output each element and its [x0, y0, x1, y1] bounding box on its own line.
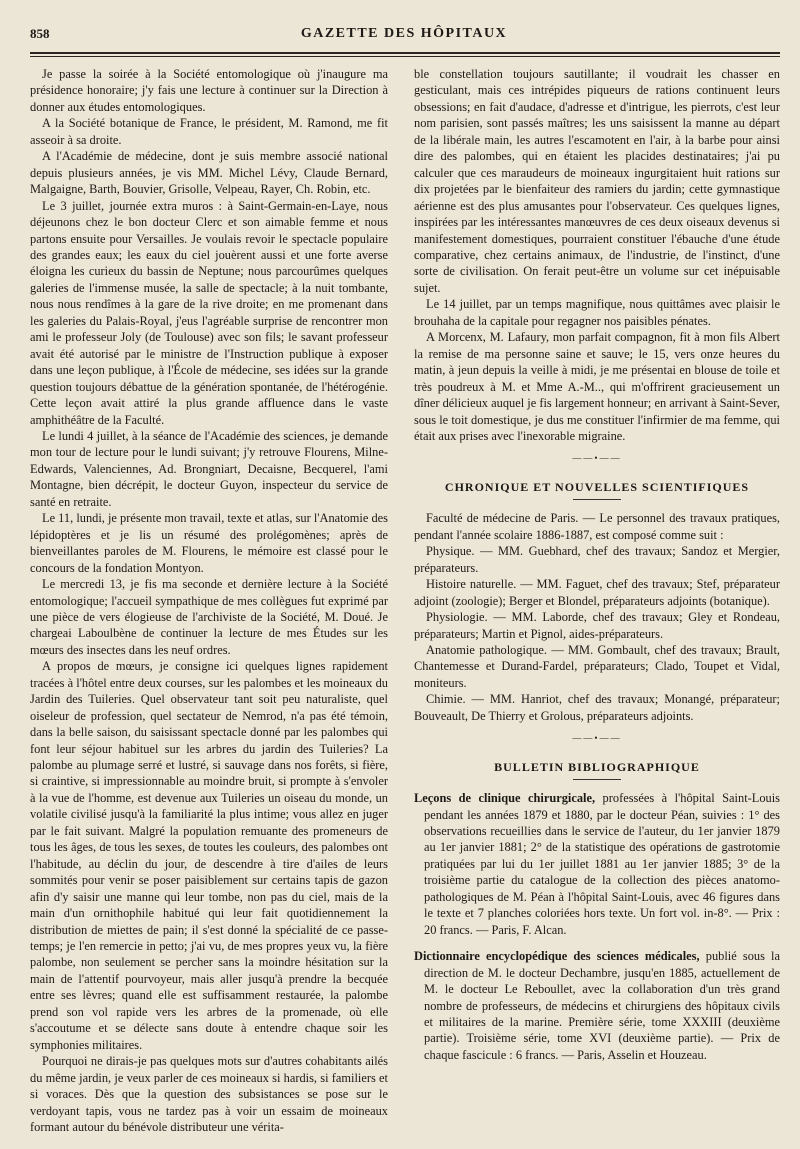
paragraph: A propos de mœurs, je consigne ici quelques lignes rapidement tracées à l'hôtel entre deux courses, sur les palombes et les moineaux du Jardin des Tuileries. Quel observateur tant soit peu naturaliste, quel oiseleur de profession, quel sectateur de Nemrod, n'a pas été témoin, dans la belle saison, du saisissant spectacle donné par les palombes qui font leur séjour habituel sur les arbres du jardin des Tuileries? La palombe au plumage serré et lustré, si sauvage dans nos forêts, si fière, si craintive, si impressionnable au moindre bruit, si prompte à s'envoler à la vue de l'homme, est devenue aux Tuileries un oiseau du monde, un volatile civilisé jusqu'à la familiarité la plus intime; vous allez en juger par le fait suivant. Malgré la population remuante des promeneurs de tous les âges, de tous les sexes, de toutes les couleurs, des palombes ont l'habitude, au déclin du jour, de descendre à tire d'ailes de leurs sommités pour venir se poser paisiblement sur certains tapis de gazon afin d'y saisir une manne qui leur tombe, non pas du ciel, mais de la main d'un ornithophile habitué qui leur fait quotidiennement la distribution de miettes de pain; il s'est donné la spécialité de ce passe-temps; je l'en remercie in petto; j'ai vu, de mes propres yeux vu, la fière palombe, non seulement se percher sans la moindre hésitation sur la main de l'attentif pourvoyeur, mais aller jusqu'à prendre la becquée entre ses lèvres; quand elle est suffisamment restaurée, la palombe prend son vol rapide vers les arbres de la promenade, où elle s'accoutume et se délecte sans doute à entendre chaque soir les symphonies militaires. — [30, 659, 388, 1052]
paragraph: Pourquoi ne dirais-je pas quelques mots sur d'autres cohabitants ailés du même jardin, je veux parler de ces moineaux si hardis, si familiers et si voraces. Dès que la question des subsistances se pose sur le verdoyant tapis, vous ne tardez pas à voir un essaim de moineaux formant autour du bénévole distributeur une vérita- — [30, 1054, 388, 1134]
running-title: GAZETTE DES HÔPITAUX — [300, 26, 508, 41]
page-header — [30, 26, 778, 48]
paragraph: Le 11, lundi, je présente mon travail, texte et atlas, sur l'Anatomie des lépidoptères et je lis un résumé des prolégomènes; après de bienveillantes paroles de M. Flourens, le mémoire est classé pour le concours de la fondation Montyon. — [30, 511, 388, 575]
entry-text: professées à l'hôpital Saint-Louis pendant les années 1879 et 1880, par le docteur Péan, suivies : 1° des observations recueillies dans le service de l'auteur, du 1er janvier 1879 au 1er janvier 1881; 2° de la statistique des opérations de gastrotomie pratiquées par lui du 1er juillet 1881 au 1er janvier 1885; 3° de la troisième partie du catalogue de la collection des pièces anatomo-pathologiques de M. Péan à l'hôpital Saint-Louis, avec 46 figures dans le texte et 7 planches coloriées hors texte. Un fort vol. in-8°. — Prix : 20 francs. — Paris, F. Alcan. — [424, 791, 780, 937]
section-ornament: ——•—— — [572, 453, 622, 464]
paragraph: ble constellation toujours sautillante; il voudrait les chasser en gesticulant, mais ces intrépides piqueurs de rations continuent leurs obsessions; en fait d'audace, d'adresse et d'intrigue, les pierrots, c'est leur nom parisien, sont passés maîtres; les uns saisissent la manne au départ de la libérale main, les autres l'escamotent en l'air, à la barbe pour ainsi dire des palombes, qui en étaient les placides destinataires; j'ai pu calculer que ces maraudeurs de moineaux ingurgitaient huit rations sur dix projetées par le bienfaiteur des ramiers du jardin; cette gymnastique aérienne est des plus amusantes pour l'observateur. Ces quelques lignes, inspirées par les intéressantes manœuvres de ces deux oiseaux devenus si manifestement domestiques, pourraient constituer l'ébauche d'une étude comparative, chez certains animaux, de l'industrie, de l'instinct, d'une sorte de civilisation. On ferait peut-être un volume sur cet inépuisable sujet. — [414, 67, 780, 295]
bibliography-entry — [414, 790, 780, 938]
chronique-intro: Faculté de médecine de Paris. — Le personnel des travaux pratiques, pendant l'année scolaire 1886-1887, est composé comme suit : — [414, 511, 780, 542]
left-column — [30, 66, 388, 1135]
right-column — [414, 66, 780, 1063]
chronique-heading: CHRONIQUE ET NOUVELLES SCIENTIFIQUES — [444, 479, 750, 494]
chronique-item: Chimie. — MM. Hanriot, chef des travaux; Monangé, préparateur; Bouveault, De Thierry et Grolous, préparateurs adjoints. — [414, 692, 780, 723]
paragraph: Je passe la soirée à la Société entomologique où j'inaugure ma présidence honoraire; j'y fais une lecture à continuer sur la Direction à donner aux études entomologiques. — [30, 67, 388, 114]
bulletin-heading: BULLETIN BIBLIOGRAPHIQUE — [494, 759, 700, 774]
entry-title: Leçons de clinique chirurgicale, — [414, 791, 596, 806]
entry-title: Dictionnaire encyclopédique des sciences médicales, — [414, 949, 700, 964]
paragraph: A Morcenx, M. Lafaury, mon parfait compagnon, fit à mon fils Albert la remise de ma personne saine et sauve; le 15, vers onze heures du matin, à jeun depuis la veille à midi, je me présentai en blouse de toile et très poudreux à M. et Mme A.-M.., qui m'offrirent gracieusement un dîner délicieux auquel je fis largement honneur; en arrivant à Saint-Sever, sous le toit domestique, je dus me constituer l'infirmier de ma femme, qui était aux prises avec l'inexorable migraine. — [414, 330, 780, 443]
heading-rule — [573, 499, 621, 500]
page-number: 858 — [30, 26, 50, 41]
paragraph: A l'Académie de médecine, dont je suis membre associé national depuis plusieurs années, je vis MM. Michel Lévy, Claude Bernard, Malgaigne, Barth, Bouvier, Grisolle, Velpeau, Rayer, Ch. Robin, etc. — [30, 149, 388, 197]
chronique-item: Anatomie pathologique. — MM. Gombault, chef des travaux; Brault, Chantemesse et Durand-Fardel, préparateurs; Clado, Toupet et Vidal, moniteurs. — [414, 642, 780, 690]
paragraph: Le 14 juillet, par un temps magnifique, nous quittâmes avec plaisir le brouhaha de la capitale pour regagner nos paisibles pénates. — [414, 297, 780, 328]
bibliography-entry — [414, 948, 780, 1063]
entry-text: publié sous la direction de M. le docteur Dechambre, jusqu'en 1885, actuellement de M. le docteur Le Reboullet, avec la collaboration d'un très grand nombre de professeurs, de médecins et chirurgiens des hôpitaux civils et militaires de la marine. Première série, tome XXXIII (deuxième partie). Troisième série, tome XVI (deuxième partie). — Prix de chaque fascicule : 6 francs. — Paris, Asselin et Houzeau. — [424, 949, 780, 1062]
chronique-item: Physiologie. — MM. Laborde, chef des travaux; Gley et Rondeau, préparateurs; Martin et Pignol, aides-préparateurs. — [414, 610, 780, 641]
paragraph: Le mercredi 13, je fis ma seconde et dernière lecture à la Société entomologique; l'accueil sympathique de mes collègues fut exprimé par une pièce de vers élogieuse de l'archiviste de la Société, M. Doué. Je chargeai Laboulbène de continuer la lecture de mes Études sur les mœurs des insectes dans les neuf ordres. — [30, 577, 388, 657]
section-ornament: ——•—— — [572, 733, 622, 744]
paragraph: Le 3 juillet, journée extra muros : à Saint-Germain-en-Laye, nous déjeunons chez le bon docteur Clerc et son aimable femme et nous partons ensuite pour Versailles. Je voulais revoir le spectacle populaire des grandes eaux; les eaux du ciel jouèrent aussi et une forte averse éloigna les curieux du bassin de Neptune; nous parcourûmes quelques galeries de l'immense musée, la salle de spectacle; à la nuit tombante, nous nous rendîmes à la gare de la rive droite; en me promenant dans les galeries du Palais-Royal, j'eus l'agréable surprise de rencontrer mon ami le professeur Joly (de Toulouse) avec son fils; le savant professeur avait été autorisé par le ministre de l'Instruction publique à exposer dans une leçon publique, à l'École de médecine, ses idées sur la grande question toujours débattue de la génération spontanée, de l'hétérogénie. Cette leçon avait attiré la plus grande affluence dans le vaste amphithéâtre de la Faculté. — [30, 198, 388, 427]
header-rule — [30, 52, 780, 54]
chronique-item: Histoire naturelle. — MM. Faguet, chef des travaux; Stef, préparateur adjoint (zoologie); Berger et Blondel, préparateurs adjoints (botanique). — [414, 577, 780, 608]
paragraph: Le lundi 4 juillet, à la séance de l'Académie des sciences, je demande mon tour de lecture pour le lundi suivant; j'y retrouve Flourens, Milne-Edwards, Valenciennes, Ad. Brongniart, Decaisne, Becquerel, l'ami Montagne, bien décrépit, le docteur Guyon, inspecteur du service de santé en retraite. — [30, 428, 388, 509]
header-rule-thin — [30, 56, 780, 57]
heading-rule — [573, 779, 621, 780]
paragraph: A la Société botanique de France, le président, M. Ramond, me fit asseoir à sa droite. — [30, 116, 388, 147]
chronique-item: Physique. — MM. Guebhard, chef des travaux; Sandoz et Mergier, préparateurs. — [414, 544, 780, 575]
